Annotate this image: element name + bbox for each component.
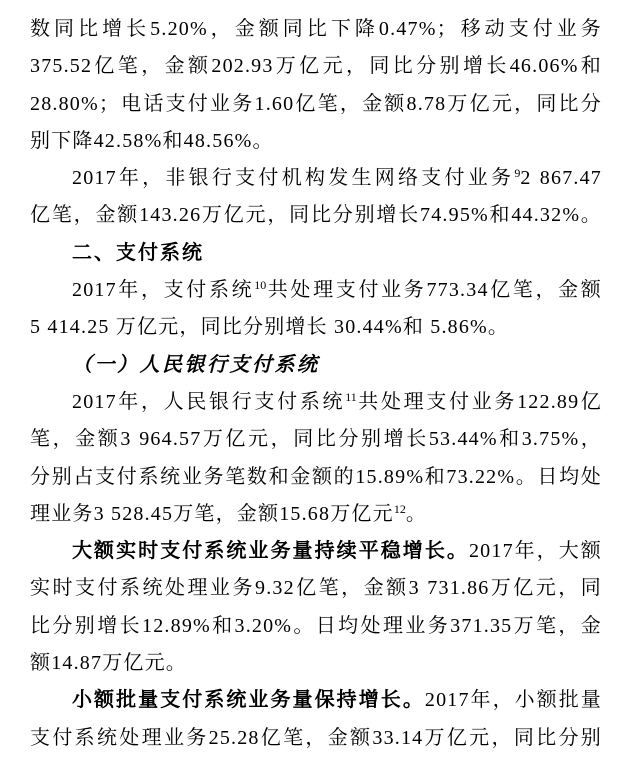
line-text: 额14.87万亿元。 [30, 652, 187, 675]
line-text: 2 867.47 [520, 167, 602, 190]
text-line [30, 421, 602, 458]
text-line [30, 48, 602, 85]
line-text: 实时支付系统处理业务9.32亿笔，金额3 731.86万亿元，同 [30, 577, 602, 600]
line-text: 支付系统处理业务25.28亿笔，金额33.14万亿元，同比分别 [30, 726, 602, 749]
bold-lead-text: 大额实时支付系统业务量持续平稳增长。 [72, 540, 469, 563]
section-heading [30, 235, 602, 272]
text-line [30, 272, 602, 309]
footnote-ref-10: 10 [254, 278, 267, 293]
text-line [30, 608, 602, 645]
line-text: 亿笔，金额143.26万亿元，同比分别增长74.95%和44.32%。 [30, 204, 602, 227]
footnote-ref-9: 9 [514, 166, 521, 181]
line-text: 数同比增长5.20%，金额同比下降0.47%；移动支付业务 [30, 18, 602, 40]
text-line [30, 11, 602, 48]
line-text: 5 414.25 万亿元，同比分别增长 30.44%和 5.86%。 [30, 316, 510, 339]
line-text: 2017年，人民银行支付系统 [72, 390, 346, 413]
text-line [30, 496, 602, 533]
section-heading-text: 二、支付系统 [72, 241, 204, 264]
line-text: 比分别增长12.89%和3.20%。日均处理业务371.35万笔，金 [30, 614, 602, 637]
line-text: 375.52亿笔，金额202.93万亿元，同比分别增长46.06%和 [30, 55, 602, 78]
subsection-heading-text: （一）人民银行支付系统 [72, 353, 320, 376]
footnote-ref-11: 11 [345, 389, 357, 404]
footnote-ref-12: 12 [393, 501, 406, 516]
text-line [30, 384, 602, 421]
text-line [30, 570, 602, 607]
bold-lead-text: 小额批量支付系统业务量保持增长。 [72, 689, 425, 712]
line-text: 理业务3 528.45万笔，金额15.68万亿元 [30, 502, 394, 525]
text-line [30, 459, 602, 496]
line-text: 2017年，小额批量 [424, 689, 602, 712]
text-line [30, 123, 602, 160]
line-text: 共处理支付业务122.89亿 [356, 390, 602, 413]
line-text: 分别占支付系统业务笔数和金额的15.89%和73.22%。日均处 [30, 465, 602, 488]
line-text: 2017年，支付系统 [72, 279, 255, 302]
line-text: 2017年，大额 [468, 540, 602, 563]
text-line [30, 160, 602, 197]
text-line [30, 720, 602, 757]
text-line [30, 645, 602, 682]
line-text: 2017年，非银行支付机构发生网络支付业务 [72, 167, 515, 190]
text-line [30, 533, 602, 570]
text-line [30, 309, 602, 346]
line-text: 28.80%；电话支付业务1.60亿笔，金额8.78万亿元，同比分 [30, 92, 602, 115]
line-text: 共处理支付业务773.34亿笔，金额 [266, 279, 602, 302]
subsection-heading [30, 347, 602, 384]
text-line [30, 682, 602, 719]
line-text: 别下降42.58%和48.56%。 [30, 129, 274, 152]
text-line [30, 197, 602, 234]
line-text: 笔，金额3 964.57万亿元，同比分别增长53.44%和3.75%， [30, 428, 602, 451]
line-text: 。 [405, 502, 428, 525]
text-line [30, 86, 602, 123]
